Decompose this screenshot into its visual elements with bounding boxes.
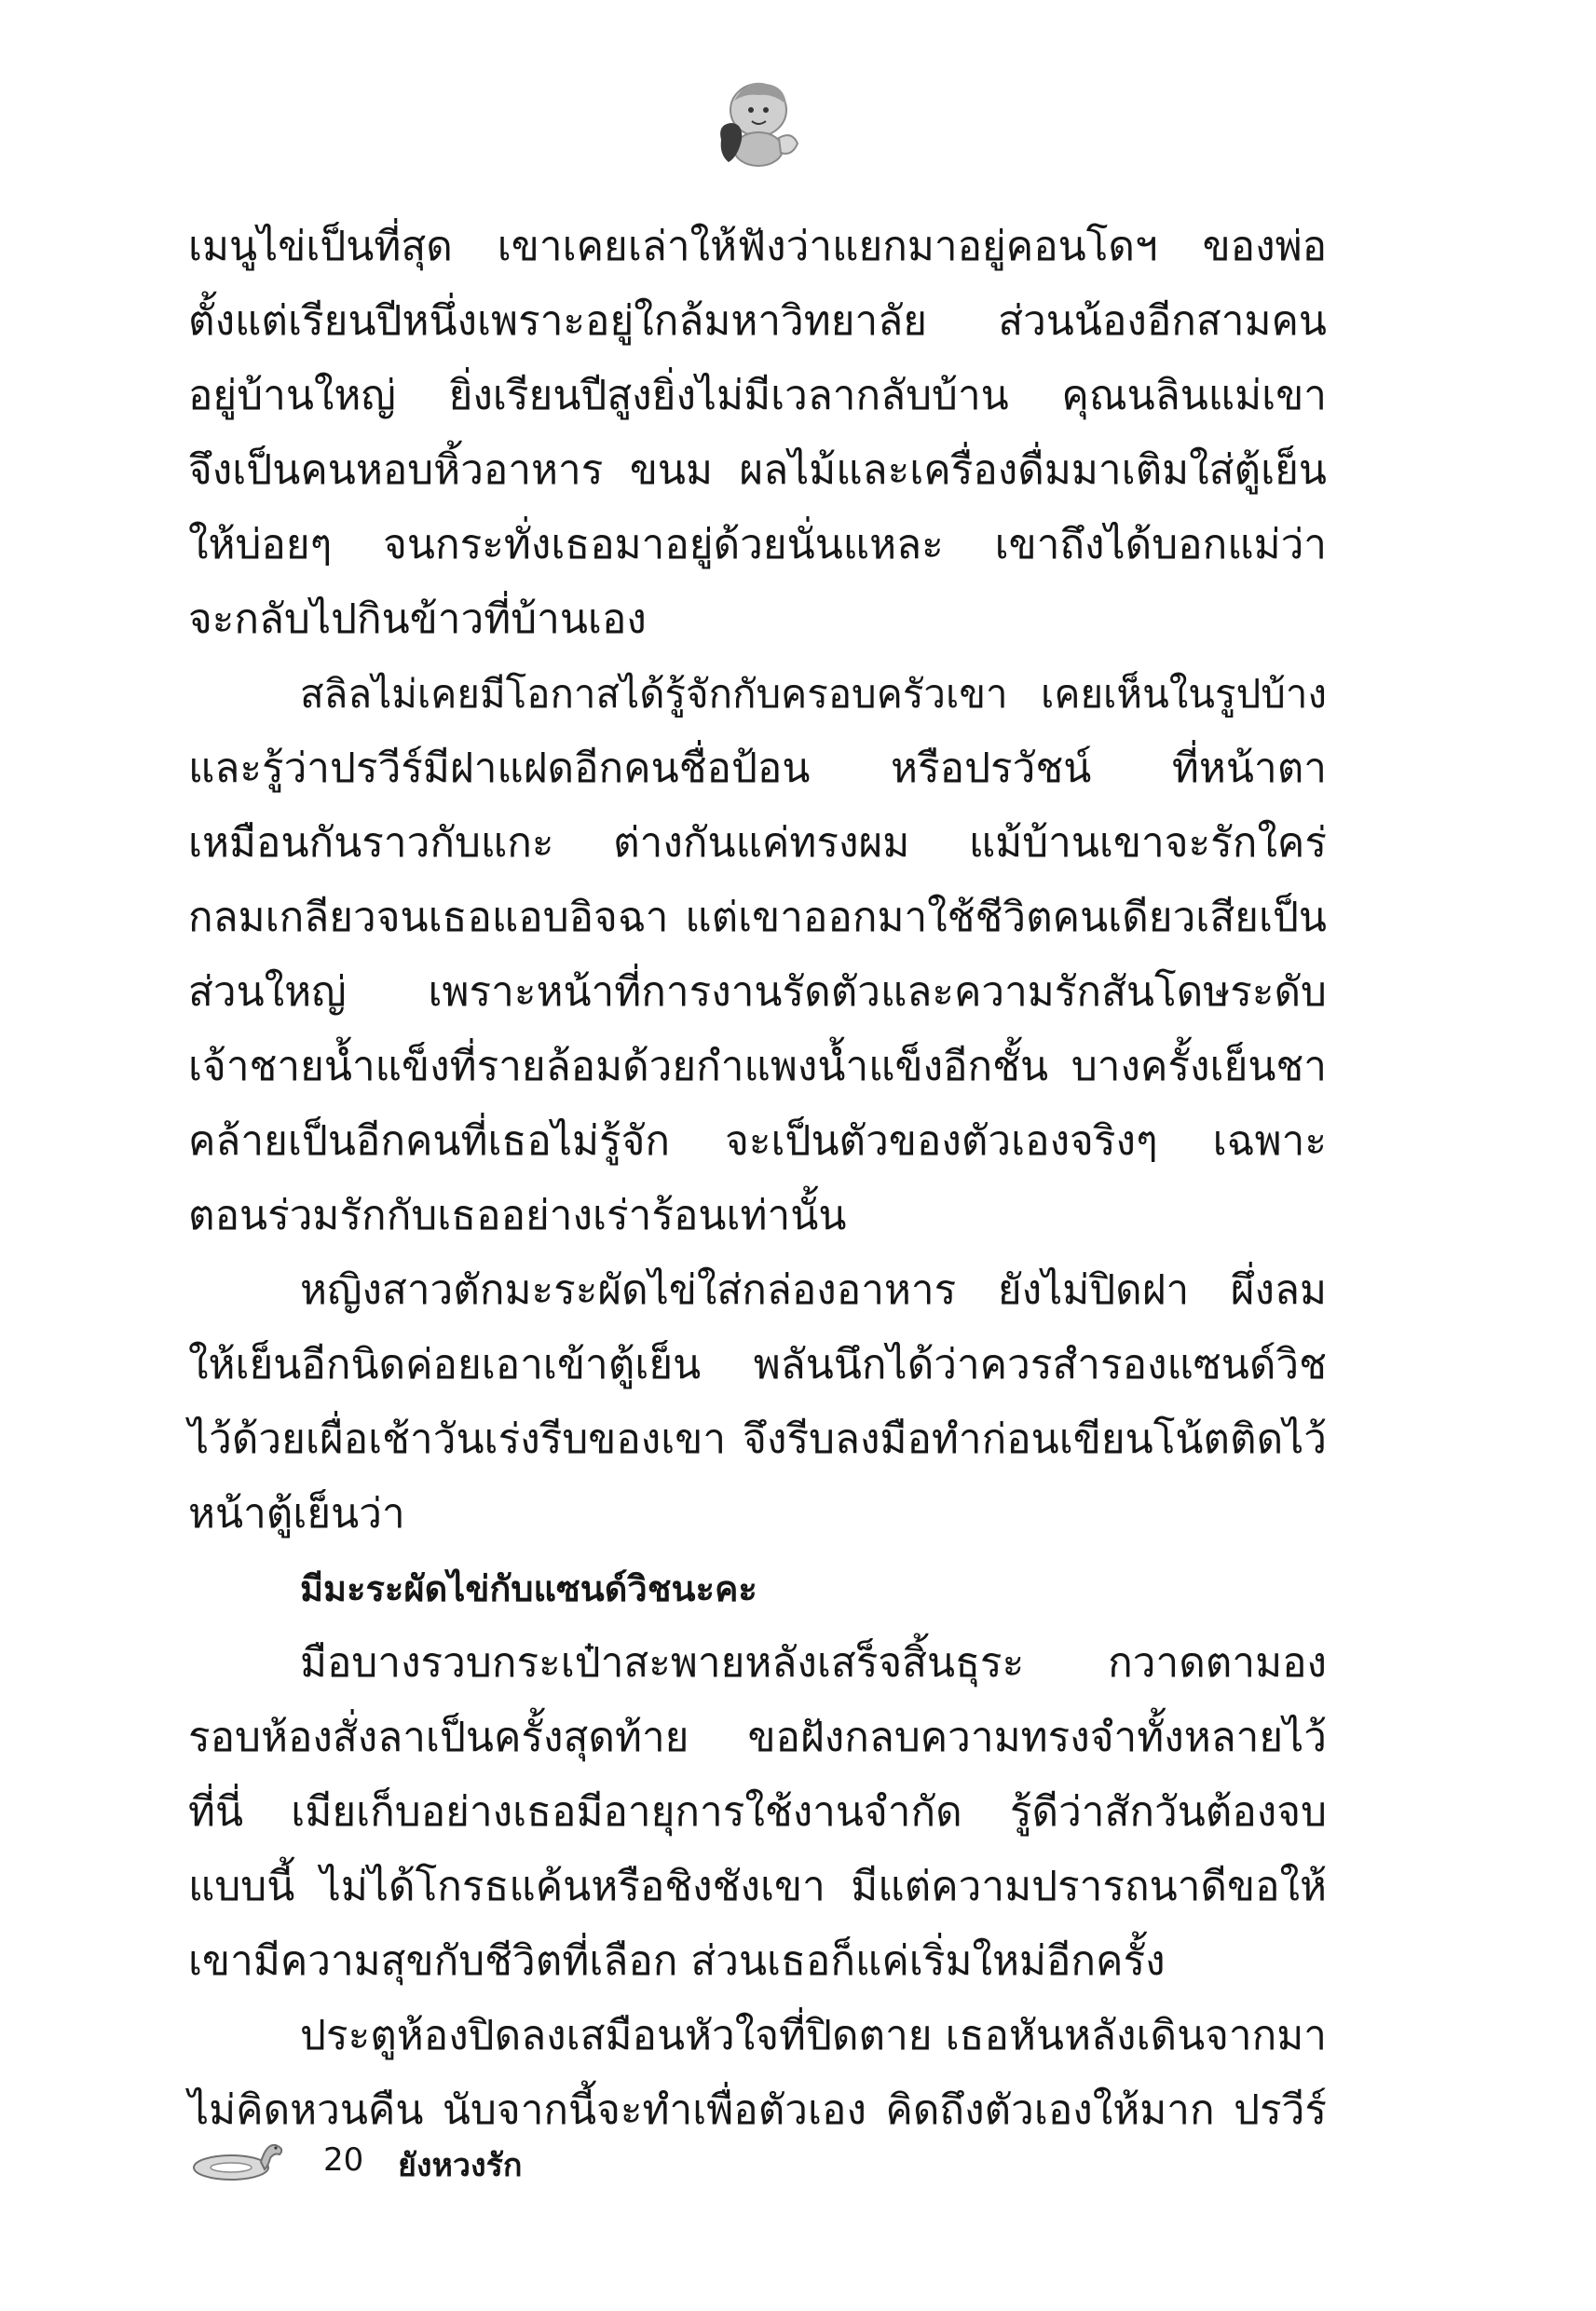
text-line: หน้าตู้เย็นว่า bbox=[188, 1490, 405, 1538]
text-line: ส่วนใหญ่ เพราะหน้าที่การงานรัดตัวและความรักสันโดษระดับ bbox=[188, 968, 1327, 1016]
text-line: ตอนร่วมรักกับเธออย่างเร่าร้อนเท่านั้น bbox=[188, 1192, 847, 1239]
text-line: กลมเกลียวจนเธอแอบอิจฉา แต่เขาออกมาใช้ชีวิตคนเดียวเสียเป็น bbox=[188, 894, 1327, 941]
text-line: เจ้าชายน้ำแข็งที่รายล้อมด้วยกำแพงน้ำแข็งอีกชั้น บางครั้งเย็นชา bbox=[188, 1043, 1327, 1090]
text-line: ให้เย็นอีกนิดค่อยเอาเข้าตู้เย็น พลันนึกได้ว่าควรสำรองแซนด์วิช bbox=[188, 1341, 1327, 1388]
text-line: เมนูไข่เป็นที่สุด เขาเคยเล่าให้ฟังว่าแยกมาอยู่คอนโดฯ ของพ่อ bbox=[188, 223, 1327, 270]
text-line: ที่นี่ เมียเก็บอย่างเธอมีอายุการใช้งานจำกัด รู้ดีว่าสักวันต้องจบ bbox=[188, 1788, 1327, 1836]
text-line: สลิลไม่เคยมีโอกาสได้รู้จักกับครอบครัวเขา เคยเห็นในรูปบ้าง bbox=[300, 671, 1327, 717]
text-line: หญิงสาวตักมะระผัดไข่ใส่กล่องอาหาร ยังไม่ปิดฝา ผึ่งลม bbox=[300, 1266, 1327, 1314]
text-line: มือบางรวบกระเป๋าสะพายหลังเสร็จสิ้นธุระ กวาดตามอง bbox=[300, 1639, 1327, 1687]
cartoon-boy-ornament-icon bbox=[701, 73, 812, 175]
book-title: ยังหวงรัก bbox=[398, 2147, 523, 2184]
text-line: ประตูห้องปิดลงเสมือนหัวใจที่ปิดตาย เธอหันหลังเดินจากมา bbox=[300, 2012, 1327, 2059]
text-line: ไว้ด้วยเผื่อเช้าวันเร่งรีบของเขา จึงรีบลงมือทำก่อนเขียนโน้ตติดไว้ bbox=[188, 1415, 1327, 1463]
text-line: รอบห้องสั่งลาเป็นครั้งสุดท้าย ขอฝังกลบความทรงจำทั้งหลายไว้ bbox=[188, 1714, 1327, 1761]
page-footer bbox=[188, 2130, 654, 2195]
page-number: 20 bbox=[323, 2141, 364, 2179]
note-text: มีมะระผัดไข่กับแซนด์วิชนะคะ bbox=[300, 1567, 757, 1609]
text-line: อยู่บ้านใหญ่ ยิ่งเรียนปีสูงยิ่งไม่มีเวลากลับบ้าน คุณนลินแม่เขา bbox=[188, 372, 1327, 419]
text-line: ให้บ่อยๆ จนกระทั่งเธอมาอยู่ด้วยนั่นแหละ เขาถึงได้บอกแม่ว่า bbox=[188, 521, 1327, 568]
text-line: จึงเป็นคนหอบหิ้วอาหาร ขนม ผลไม้และเครื่องดื่มมาเติมใส่ตู้เย็น bbox=[188, 446, 1327, 494]
body-text bbox=[188, 210, 1327, 2148]
text-line: เหมือนกันราวกับแกะ ต่างกันแค่ทรงผม แม้บ้านเขาจะรักใคร่ bbox=[188, 819, 1327, 867]
text-line: คล้ายเป็นอีกคนที่เธอไม่รู้จัก จะเป็นตัวของตัวเองจริงๆ เฉพาะ bbox=[188, 1117, 1327, 1165]
text-line: และรู้ว่าปรวีร์มีฝาแฝดอีกคนชื่อป้อน หรือปรวัชน์ ที่หน้าตา bbox=[188, 745, 1327, 792]
text-line: แบบนี้ ไม่ได้โกรธแค้นหรือชิงชังเขา มีแต่ความปรารถนาดีขอให้ bbox=[188, 1863, 1327, 1910]
text-line: ไม่คิดหวนคืน นับจากนี้จะทำเพื่อตัวเอง คิดถึงตัวเองให้มาก ปรวีร์ bbox=[188, 2086, 1327, 2134]
text-line: จะกลับไปกินข้าวที่บ้านเอง bbox=[188, 595, 647, 643]
text-line: ตั้งแต่เรียนปีหนึ่งเพราะอยู่ใกล้มหาวิทยาลัย ส่วนน้องอีกสามคน bbox=[188, 297, 1327, 345]
text-line: เขามีความสุขกับชีวิตที่เลือก ส่วนเธอก็แค่เริ่มใหม่อีกครั้ง bbox=[188, 1937, 1166, 1985]
swan-float-icon bbox=[188, 2138, 286, 2184]
